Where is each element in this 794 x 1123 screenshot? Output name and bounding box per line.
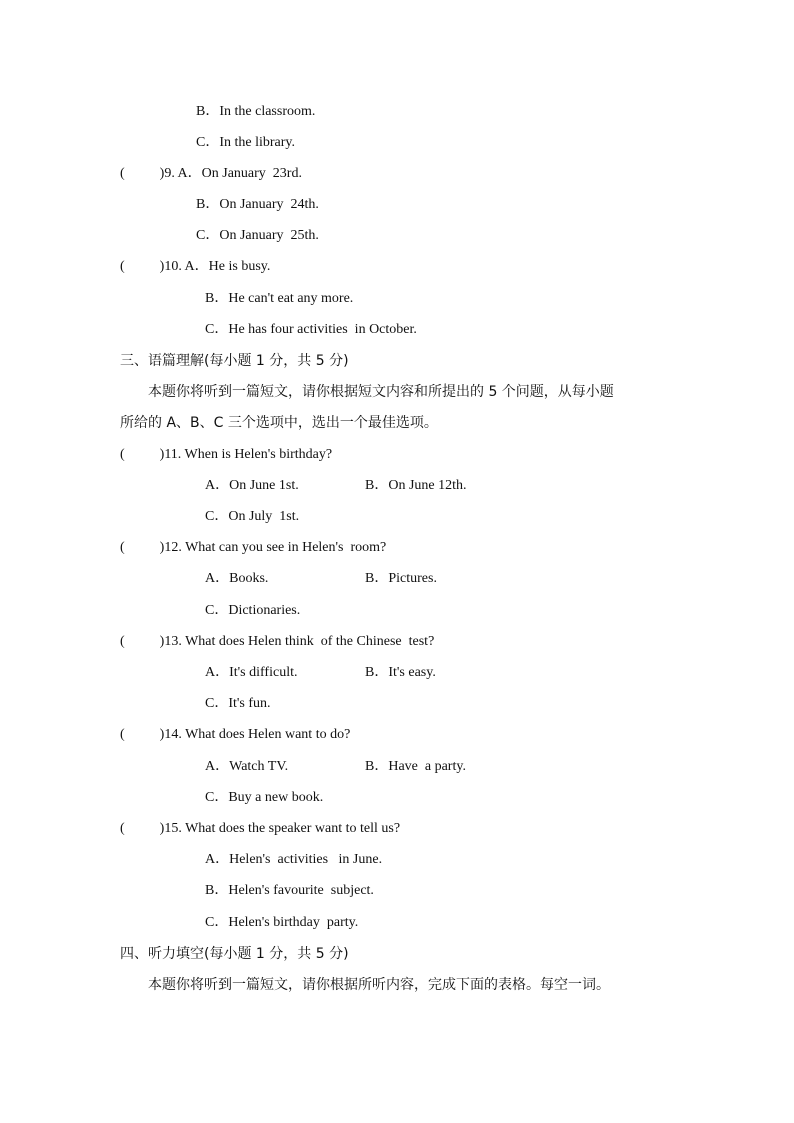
q13-stem: ( )13. What does Helen think of the Chinese test?: [120, 634, 435, 649]
q12-option-b: B．Pictures.: [365, 571, 437, 586]
q13-option-b: B．It's easy.: [365, 665, 436, 680]
q10-option-c: C．He has four activities in October.: [205, 322, 417, 337]
q13-option-a: A．It's difficult.: [205, 665, 298, 680]
q8-option-c: C．In the library.: [196, 135, 296, 150]
q11-option-c: C．On July 1st.: [205, 509, 300, 524]
q10-stem: ( )10. A．He is busy.: [120, 259, 271, 274]
q15-option-b: B．Helen's favourite subject.: [205, 883, 374, 898]
q14-stem: ( )14. What does Helen want to do?: [120, 727, 351, 742]
q14-option-b: B．Have a party.: [365, 759, 466, 774]
section4-instruction-line1: 本题你将听到一篇短文，请你根据所听内容，完成下面的表格。每空一词。: [148, 977, 610, 993]
q8-option-b: B．In the classroom.: [196, 104, 316, 119]
section3-instruction-line2: 所给的 A、B、C 三个选项中，选出一个最佳选项。: [120, 415, 438, 431]
q9-option-b: B．On January 24th.: [196, 197, 319, 212]
section4-heading: 四、听力填空(每小题 1 分，共 5 分): [120, 946, 349, 962]
q11-option-a: A．On June 1st.: [205, 478, 299, 493]
q12-stem: ( )12. What can you see in Helen's room?: [120, 540, 387, 555]
q12-option-a: A．Books.: [205, 571, 269, 586]
q12-option-c: C．Dictionaries.: [205, 603, 301, 618]
q11-stem: ( )11. When is Helen's birthday?: [120, 447, 333, 462]
q10-option-b: B．He can't eat any more.: [205, 291, 354, 306]
q13-option-c: C．It's fun.: [205, 696, 271, 711]
q14-option-c: C．Buy a new book.: [205, 790, 324, 805]
q15-stem: ( )15. What does the speaker want to tell us?: [120, 821, 401, 836]
q15-option-a: A．Helen's activities in June.: [205, 852, 383, 867]
q9-option-c: C．On January 25th.: [196, 228, 319, 243]
section3-instruction-line1: 本题你将听到一篇短文，请你根据短文内容和所提出的 5 个问题，从每小题: [148, 384, 614, 400]
q14-option-a: A．Watch TV.: [205, 759, 289, 774]
q11-option-b: B．On June 12th.: [365, 478, 467, 493]
q15-option-c: C．Helen's birthday party.: [205, 915, 359, 930]
section3-heading: 三、语篇理解(每小题 1 分，共 5 分): [120, 353, 349, 369]
q9-stem: ( )9. A．On January 23rd.: [120, 166, 302, 181]
